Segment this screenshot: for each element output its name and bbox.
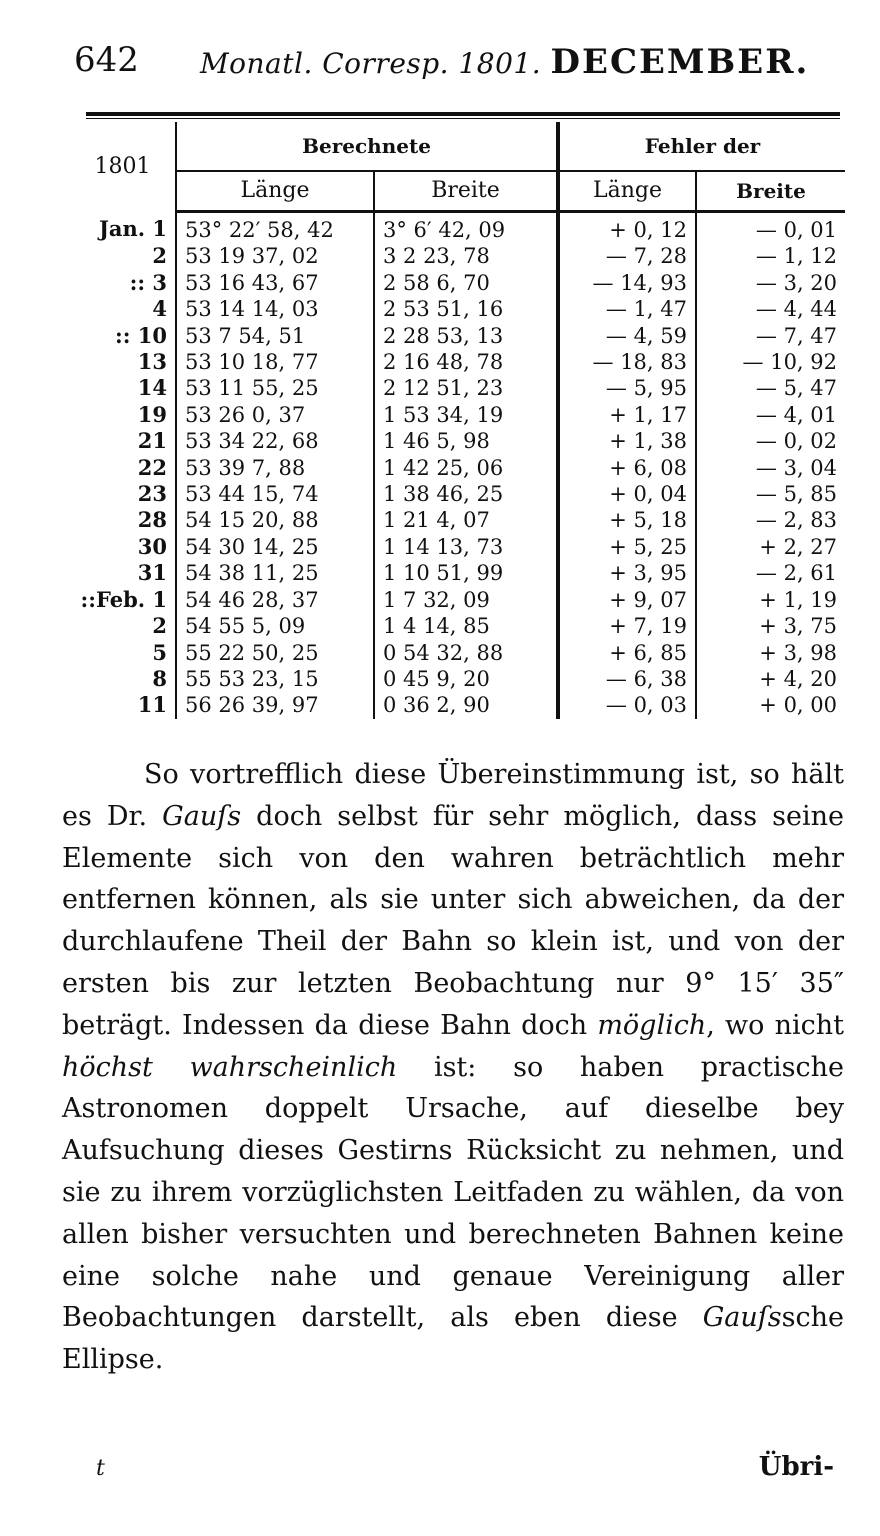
- row-err-breite: + 3, 98: [696, 640, 845, 666]
- row-err-laenge: — 1, 47: [558, 296, 696, 322]
- row-breite: 2 12 51, 23: [374, 375, 558, 401]
- row-err-laenge: — 18, 83: [558, 349, 696, 375]
- table-row: [70, 481, 845, 507]
- row-date: 22: [137, 454, 167, 480]
- table-row: [70, 613, 845, 639]
- emphasis-text: möglich: [597, 1009, 707, 1041]
- row-laenge: 53 16 43, 67: [176, 270, 374, 296]
- row-breite: 1 38 46, 25: [374, 481, 558, 507]
- row-date: ::Feb. 1: [80, 586, 167, 612]
- body-paragraph: [62, 754, 844, 1381]
- row-laenge: 55 53 23, 15: [176, 666, 374, 692]
- row-date: 11: [137, 692, 167, 718]
- row-breite: 1 4 14, 85: [374, 613, 558, 639]
- observation-table: [70, 122, 845, 719]
- row-err-breite: — 1, 12: [696, 243, 845, 269]
- table-row: [70, 666, 845, 692]
- row-breite: 0 54 32, 88: [374, 640, 558, 666]
- row-date: 19: [137, 401, 167, 427]
- table-row: [70, 349, 845, 375]
- row-err-breite: — 0, 01: [696, 212, 845, 244]
- row-laenge: 53 44 15, 74: [176, 481, 374, 507]
- row-laenge: 53 34 22, 68: [176, 428, 374, 454]
- row-date: 13: [137, 349, 167, 375]
- row-err-breite: — 0, 02: [696, 428, 845, 454]
- row-laenge: 54 15 20, 88: [176, 507, 374, 533]
- computed-group-header: Berechnete: [176, 122, 558, 171]
- emphasis-text: höchst wahrscheinlich: [62, 1051, 398, 1083]
- table-row: [70, 640, 845, 666]
- row-breite: 2 28 53, 13: [374, 323, 558, 349]
- row-breite: 3 2 23, 78: [374, 243, 558, 269]
- row-laenge: 55 22 50, 25: [176, 640, 374, 666]
- row-breite: 1 14 13, 73: [374, 534, 558, 560]
- row-date: 21: [137, 428, 167, 454]
- col-err-breite-header: Breite: [696, 171, 845, 212]
- row-breite: 1 42 25, 06: [374, 455, 558, 481]
- table-row: [70, 243, 845, 269]
- row-date: 5: [152, 639, 167, 665]
- row-err-breite: + 1, 19: [696, 587, 845, 613]
- row-laenge: 53 14 14, 03: [176, 296, 374, 322]
- author-name: Gauſs: [702, 1302, 782, 1334]
- row-date: :: 3: [129, 269, 167, 295]
- row-err-laenge: + 3, 95: [558, 560, 696, 586]
- body-text: [62, 754, 844, 1381]
- body-text-run: ist: so haben practische Astronomen doppelt Ursache, auf dieselbe bey Aufsuchung dieses Gestirns Rücksicht zu nehmen, und sie zu ihrem vorzüglichsten Leitfaden zu wählen, da von allen bisher versuchten und berechneten Bahnen keine eine solche nahe und genaue Vereinigung aller Beobachtungen darstellt, als eben diese: [62, 1051, 844, 1334]
- row-err-breite: — 2, 61: [696, 560, 845, 586]
- row-date: 30: [137, 533, 167, 559]
- row-laenge: 53 7 54, 51: [176, 323, 374, 349]
- running-title: [200, 42, 809, 82]
- row-err-laenge: — 6, 38: [558, 666, 696, 692]
- row-date: :: 10: [114, 322, 167, 348]
- row-err-breite: — 4, 44: [696, 296, 845, 322]
- row-err-laenge: + 6, 85: [558, 640, 696, 666]
- row-err-breite: + 2, 27: [696, 534, 845, 560]
- table-row: [70, 428, 845, 454]
- row-laenge: 53 19 37, 02: [176, 243, 374, 269]
- row-err-laenge: — 7, 28: [558, 243, 696, 269]
- row-err-laenge: + 5, 18: [558, 507, 696, 533]
- table-top-rule: [86, 112, 840, 116]
- row-laenge: 54 55 5, 09: [176, 613, 374, 639]
- row-date: 31: [137, 560, 167, 586]
- row-err-laenge: — 4, 59: [558, 323, 696, 349]
- row-laenge: 54 30 14, 25: [176, 534, 374, 560]
- row-date: 8: [152, 665, 167, 691]
- row-err-laenge: + 6, 08: [558, 455, 696, 481]
- row-err-breite: — 3, 04: [696, 455, 845, 481]
- row-err-breite: — 10, 92: [696, 349, 845, 375]
- row-breite: 2 53 51, 16: [374, 296, 558, 322]
- table-row: [70, 534, 845, 560]
- row-date: Jan. 1: [98, 216, 167, 242]
- body-text-run: doch selbst für sehr möglich, dass seine Elemente sich von den wahren beträchtlich mehr entfernen können, als sie unter sich abweichen, da der durchlaufene Theil der Bahn so klein ist, und von der ersten bis zur letzten Beobachtung nur 9° 15′ 35″ beträgt. Indessen da diese Bahn doch: [62, 800, 844, 1041]
- running-header: [74, 40, 834, 92]
- table-top-rule-thin: [86, 118, 840, 119]
- row-err-laenge: — 0, 03: [558, 692, 696, 718]
- row-laenge: 53 39 7, 88: [176, 455, 374, 481]
- row-err-laenge: — 5, 95: [558, 375, 696, 401]
- error-group-header: Fehler der: [558, 122, 845, 171]
- table-row: [70, 560, 845, 586]
- col-err-laenge-header: Länge: [558, 171, 696, 212]
- row-date: 28: [137, 507, 167, 533]
- row-breite: 2 16 48, 78: [374, 349, 558, 375]
- journal-title: Monatl. Corresp. 1801.: [200, 47, 542, 80]
- table-row: [70, 507, 845, 533]
- row-date: 2: [152, 613, 167, 639]
- row-breite: 1 21 4, 07: [374, 507, 558, 533]
- row-err-laenge: + 1, 17: [558, 402, 696, 428]
- row-breite: 2 58 6, 70: [374, 270, 558, 296]
- row-breite: 1 46 5, 98: [374, 428, 558, 454]
- row-laenge: 54 38 11, 25: [176, 560, 374, 586]
- row-laenge: 53 26 0, 37: [176, 402, 374, 428]
- signature-mark: t: [96, 1456, 105, 1481]
- catchword: Übri-: [758, 1452, 834, 1482]
- row-err-breite: — 2, 83: [696, 507, 845, 533]
- row-err-laenge: — 14, 93: [558, 270, 696, 296]
- table-row: [70, 402, 845, 428]
- row-err-breite: — 5, 85: [696, 481, 845, 507]
- row-err-laenge: + 9, 07: [558, 587, 696, 613]
- table-row: [70, 587, 845, 613]
- row-breite: 1 53 34, 19: [374, 402, 558, 428]
- row-breite: 0 45 9, 20: [374, 666, 558, 692]
- body-text-run: , wo nicht: [706, 1009, 845, 1041]
- body-text-run: sche Ellipse.: [62, 1302, 844, 1376]
- page-number: 642: [74, 40, 139, 80]
- row-laenge: 54 46 28, 37: [176, 587, 374, 613]
- row-laenge: 53° 22′ 58, 42: [176, 212, 374, 244]
- row-err-breite: — 3, 20: [696, 270, 845, 296]
- row-breite: 1 10 51, 99: [374, 560, 558, 586]
- row-laenge: 56 26 39, 97: [176, 692, 374, 718]
- row-laenge: 53 11 55, 25: [176, 375, 374, 401]
- row-breite: 0 36 2, 90: [374, 692, 558, 718]
- page-footer: [0, 1452, 880, 1492]
- year-header: 1801: [94, 153, 151, 179]
- row-breite: 1 7 32, 09: [374, 587, 558, 613]
- col-breite-header: Breite: [374, 171, 558, 212]
- row-date: 23: [137, 481, 167, 507]
- table-row: [70, 323, 845, 349]
- table-row: [70, 692, 845, 718]
- table-row: [70, 270, 845, 296]
- row-date: 4: [152, 296, 167, 322]
- table-row: [70, 212, 845, 244]
- row-date: 14: [137, 375, 167, 401]
- table-header-row-1: [70, 122, 845, 171]
- row-err-breite: + 3, 75: [696, 613, 845, 639]
- row-err-laenge: + 7, 19: [558, 613, 696, 639]
- table-row: [70, 296, 845, 322]
- col-laenge-header: Länge: [176, 171, 374, 212]
- table-row: [70, 455, 845, 481]
- row-err-laenge: + 0, 04: [558, 481, 696, 507]
- row-err-laenge: + 0, 12: [558, 212, 696, 244]
- row-breite: 3° 6′ 42, 09: [374, 212, 558, 244]
- author-name: Gauſs: [162, 800, 242, 832]
- row-err-breite: — 7, 47: [696, 323, 845, 349]
- table-row: [70, 375, 845, 401]
- row-date: 2: [152, 243, 167, 269]
- row-err-breite: + 4, 20: [696, 666, 845, 692]
- row-err-laenge: + 5, 25: [558, 534, 696, 560]
- row-err-laenge: + 1, 38: [558, 428, 696, 454]
- table-header-row-2: [70, 171, 845, 212]
- row-err-breite: — 4, 01: [696, 402, 845, 428]
- row-laenge: 53 10 18, 77: [176, 349, 374, 375]
- month-title: DECEMBER.: [550, 42, 810, 82]
- body-text-run: So vortrefflich diese Übereinstimmung ist, so hält es Dr.: [62, 759, 844, 832]
- row-err-breite: + 0, 00: [696, 692, 845, 718]
- row-err-breite: — 5, 47: [696, 375, 845, 401]
